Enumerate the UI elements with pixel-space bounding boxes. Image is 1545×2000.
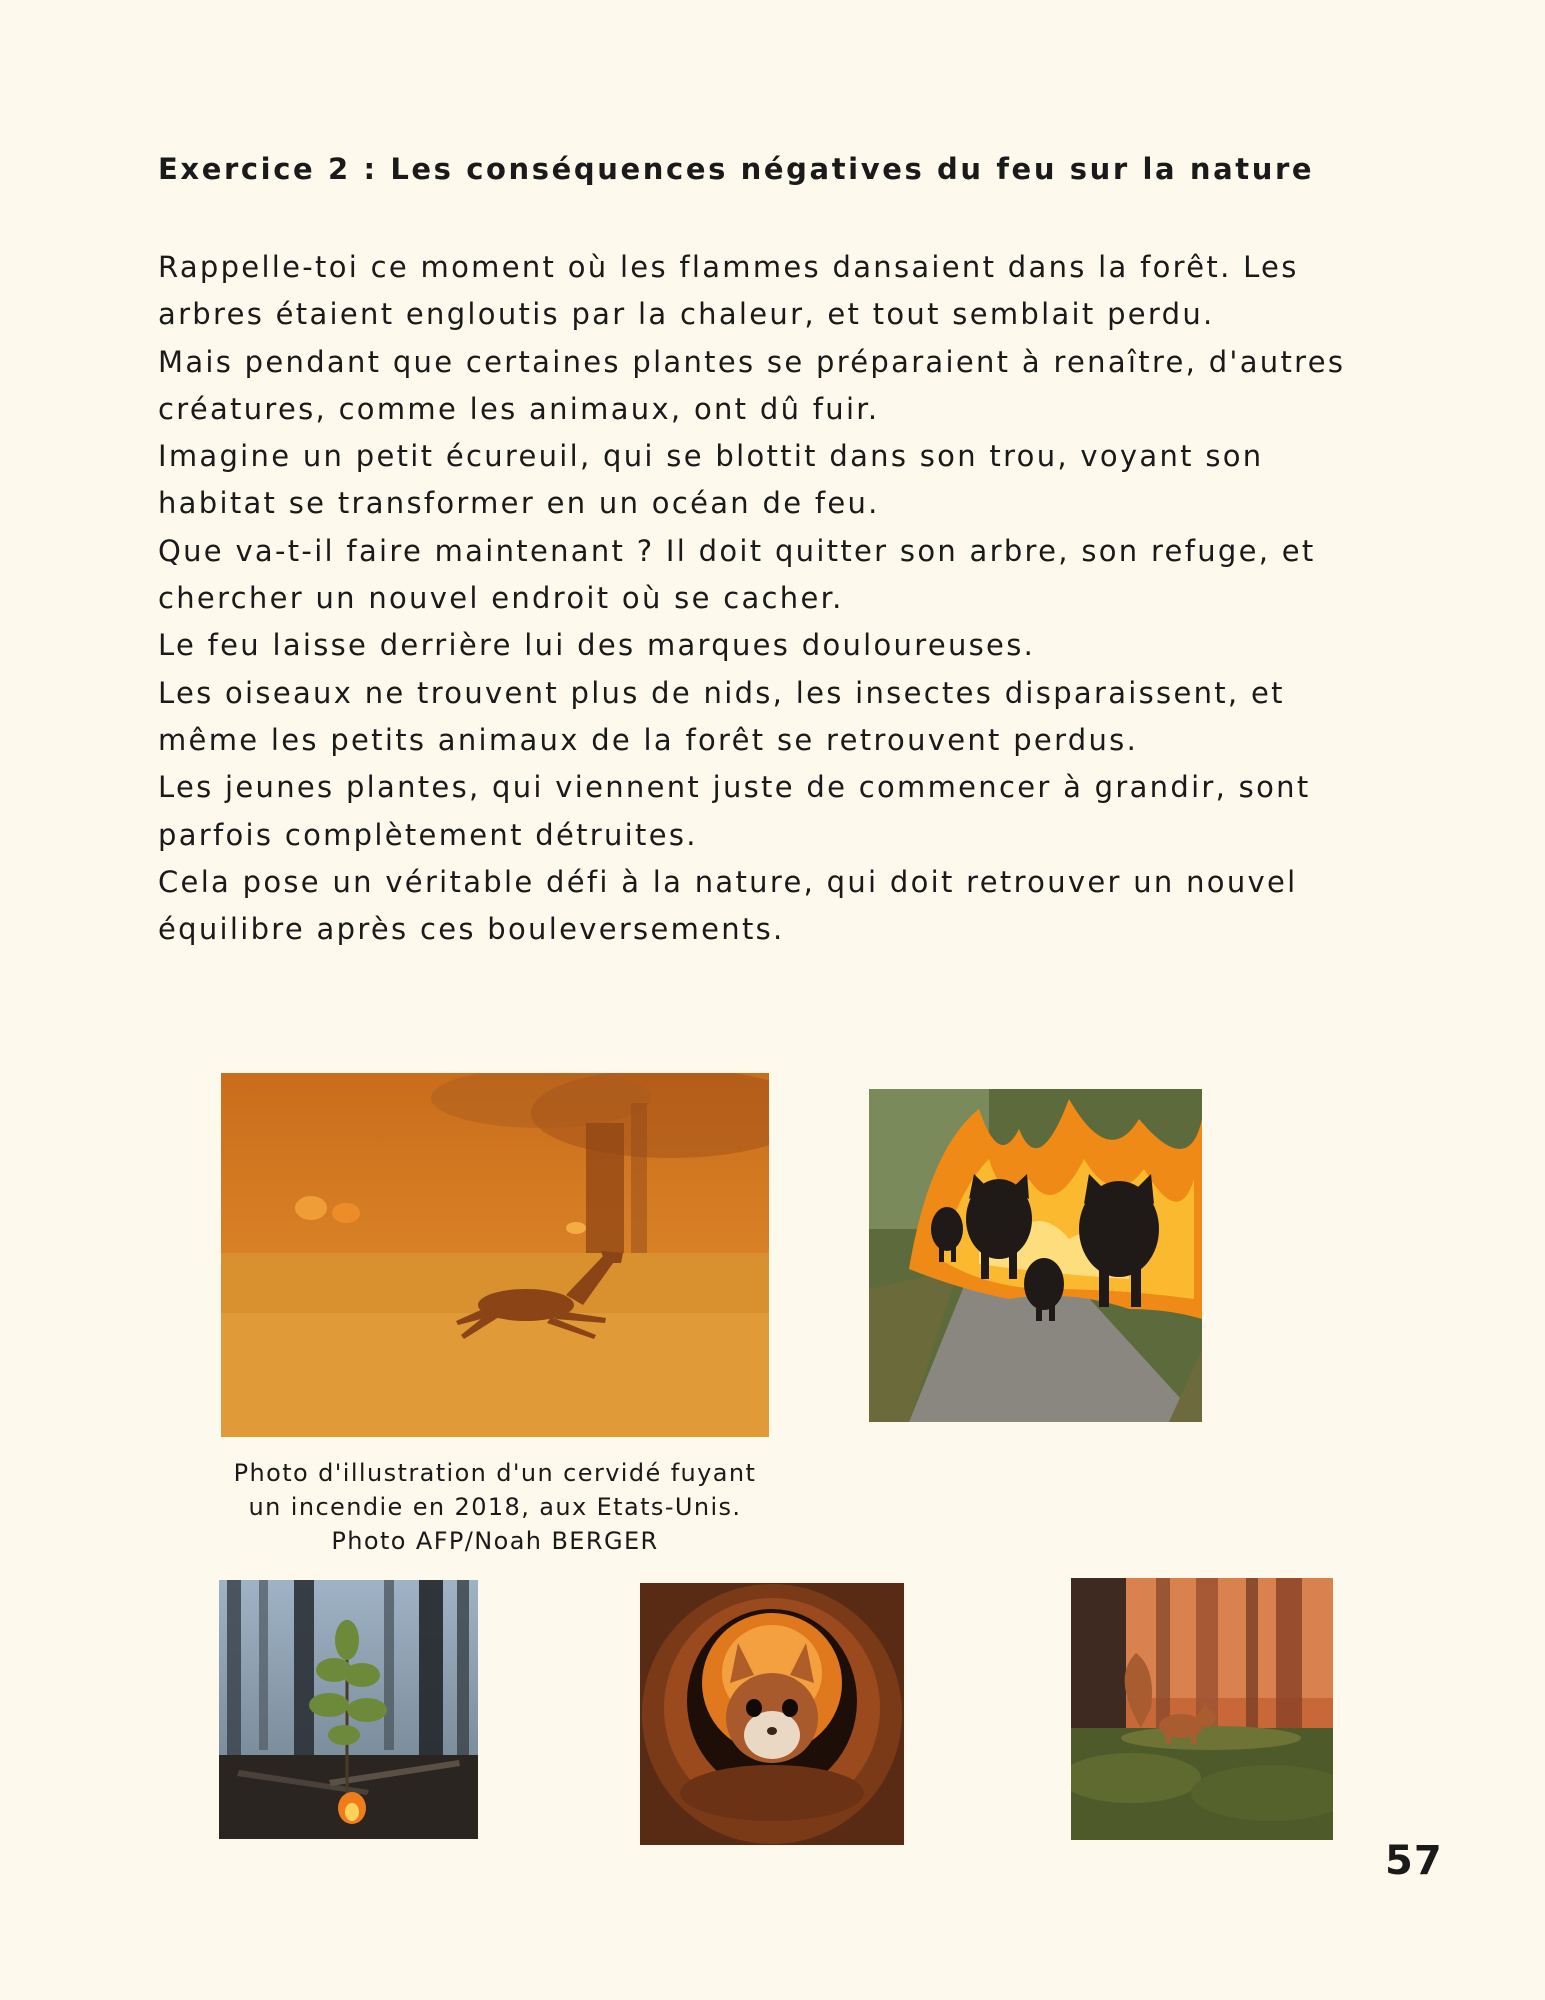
body-line: Mais pendant que certaines plantes se préparaient à renaître, d'autres [158,344,1346,379]
caption-line: Photo AFP/Noah BERGER [331,1527,659,1555]
squirrel-in-tree-hollow-photo [640,1583,904,1845]
page-number: 57 [1385,1838,1443,1884]
body-line: équilibre après ces bouleversements. [158,912,785,947]
body-line: chercher un nouvel endroit où se cacher. [158,581,844,616]
body-line: Imagine un petit écureuil, qui se blottit dans son trou, voyant son [158,439,1264,474]
exercise-body [158,244,1398,953]
squirrel-running-forest-photo [1071,1578,1333,1840]
body-line: créatures, comme les animaux, ont dû fuir. [158,391,880,426]
body-line: Le feu laisse derrière lui des marques douloureuses. [158,628,1036,663]
deer-fleeing-fire-photo [221,1073,769,1437]
body-line: parfois complètement détruites. [158,817,698,852]
photo-caption [205,1456,785,1558]
exercise-title: Exercice 2 : Les conséquences négatives du feu sur la nature [158,152,1315,186]
caption-line: un incendie en 2018, aux Etats-Unis. [248,1493,742,1521]
body-line: habitat se transformer en un océan de feu. [158,486,880,521]
boars-fleeing-fire-photo [869,1089,1202,1422]
sapling-burnt-forest-photo [219,1580,478,1839]
body-line: Rappelle-toi ce moment où les flammes dansaient dans la forêt. Les [158,250,1299,284]
body-line: Les jeunes plantes, qui viennent juste de commencer à grandir, sont [158,770,1311,805]
body-line: arbres étaient engloutis par la chaleur, et tout semblait perdu. [158,297,1215,332]
body-line: Les oiseaux ne trouvent plus de nids, les insectes disparaissent, et [158,675,1285,710]
body-line: Cela pose un véritable défi à la nature, qui doit retrouver un nouvel [158,864,1298,899]
body-line: Que va-t-il faire maintenant ? Il doit quitter son arbre, son refuge, et [158,533,1316,568]
body-line: même les petits animaux de la forêt se retrouvent perdus. [158,722,1139,757]
caption-line: Photo d'illustration d'un cervidé fuyant [233,1459,757,1487]
